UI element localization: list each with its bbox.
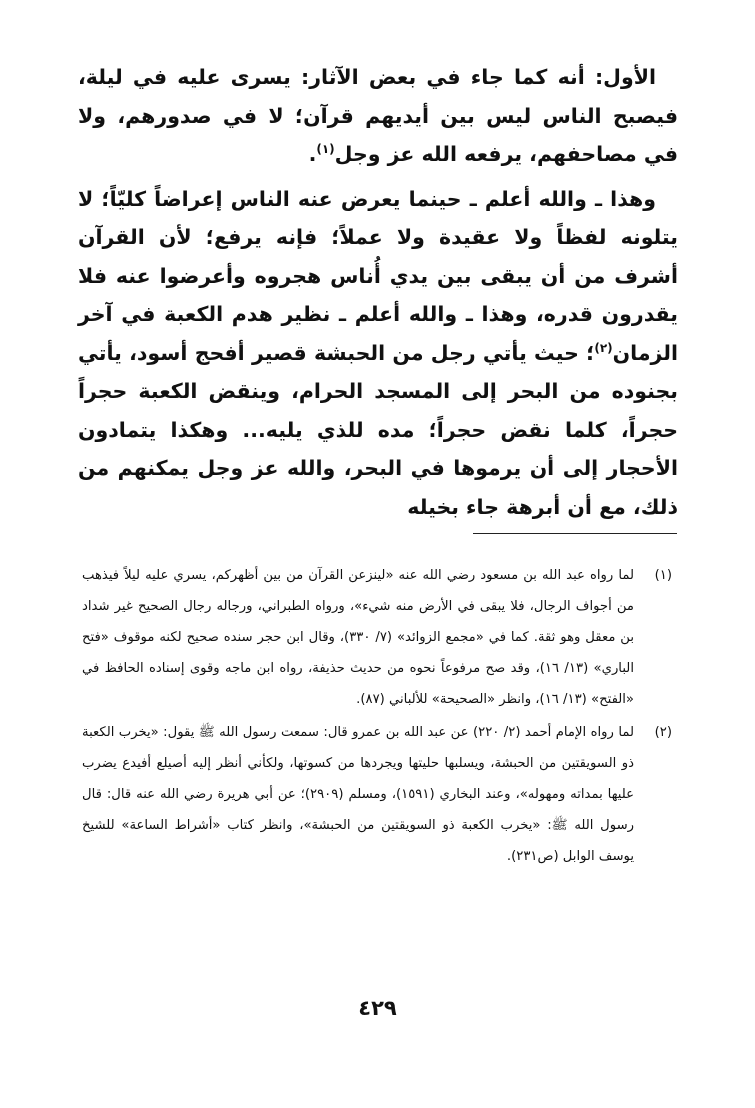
footnote bbox=[82, 560, 672, 715]
footnote-number: (٢) bbox=[654, 725, 672, 740]
footnotes bbox=[82, 560, 672, 872]
footnote-reference-1: (١) bbox=[316, 142, 335, 157]
main-text bbox=[78, 58, 678, 526]
paragraph-explanation bbox=[78, 180, 678, 527]
paragraph-text: ؛ حيث يأتي رجل من الحبشة قصير أفحج أسود، يأتي بجنوده من البحر إلى المسجد الحرام، وينقض الكعبة حجراً حجراً، كلما نقض حجراً؛ مده للذي يليه... وهكذا يتمادون الأحجار إلى أن يرموها في البحر، والله عز وجل يمكنهم من ذلك، مع أن أبرهة جاء بخيله bbox=[78, 340, 678, 519]
paragraph-text: أنه كما جاء في بعض الآثار: يسرى عليه في ليلة، فيصبح الناس ليس بين أيديهم قرآن؛ لا في صدورهم، ولا في مصاحفهم، يرفعه الله عز وجل bbox=[78, 65, 678, 166]
page-number: ٤٢٩ bbox=[358, 996, 397, 1020]
footnote bbox=[82, 717, 672, 872]
paragraph-first-reason bbox=[78, 58, 678, 174]
footnote-reference-2: (٢) bbox=[594, 340, 613, 355]
paragraph-end: . bbox=[308, 142, 317, 166]
footnote-number: (١) bbox=[654, 568, 672, 583]
footnote-divider bbox=[473, 533, 677, 534]
footnote-text: لما رواه الإمام أحمد (٢/ ٢٢٠) عن عبد الله بن عمرو قال: سمعت رسول الله ﷺ يقول: «يخرب الكعبة ذو السويقتين من الحبشة، ويسلبها حليتها ويجردها من كسوتها، ولكأني أنظر إليه أصيلع أفيدع يضرب عليها بمداته ومهوله»، وعند البخاري (١٥٩١)، ومسلم (٢٩٠٩)؛ عن أبي هريرة رضي الله عنه قال: قال رسول الله ﷺ: «يخرب الكعبة ذو السويقتين من الحبشة»، وانظر كتاب «أشراط الساعة» للشيخ يوسف الوابل (ص٢٣١). bbox=[82, 725, 634, 864]
paragraph-lead: الأول: bbox=[594, 65, 656, 89]
paragraph-text: وهذا ـ والله أعلم ـ حينما يعرض عنه الناس إعراضاً كليّاً؛ لا يتلونه لفظاً ولا عقيدة ولا عملاً؛ فإنه يرفع؛ لأن القرآن أشرف من أن يبقى بين يدي أُناس هجروه وأعرضوا عنه فلا يقدرون قدره، وهذا ـ والله أعلم ـ نظير هدم الكعبة في آخر الزمان bbox=[78, 186, 678, 365]
footnote-text: لما رواه عبد الله بن مسعود رضي الله عنه «لينزعن القرآن من بين أظهركم، يسري عليه ليلاً فيذهب من أجواف الرجال، فلا يبقى في الأرض منه شيء»، ورواه الطبراني، ورجاله رجال الصحيح غير شداد بن معقل وهو ثقة. كما في «مجمع الزوائد» (٧/ ٣٣٠)، وقال ابن حجر سنده صحيح لكنه موقوف «فتح الباري» (١٣/ ١٦)، وقد صح مرفوعاً نحوه من حديث حذيفة، رواه ابن ماجه وقوى إسناده الحافظ في «الفتح» (١٣/ ١٦)، وانظر «الصحيحة» للألباني (٨٧). bbox=[82, 568, 635, 707]
